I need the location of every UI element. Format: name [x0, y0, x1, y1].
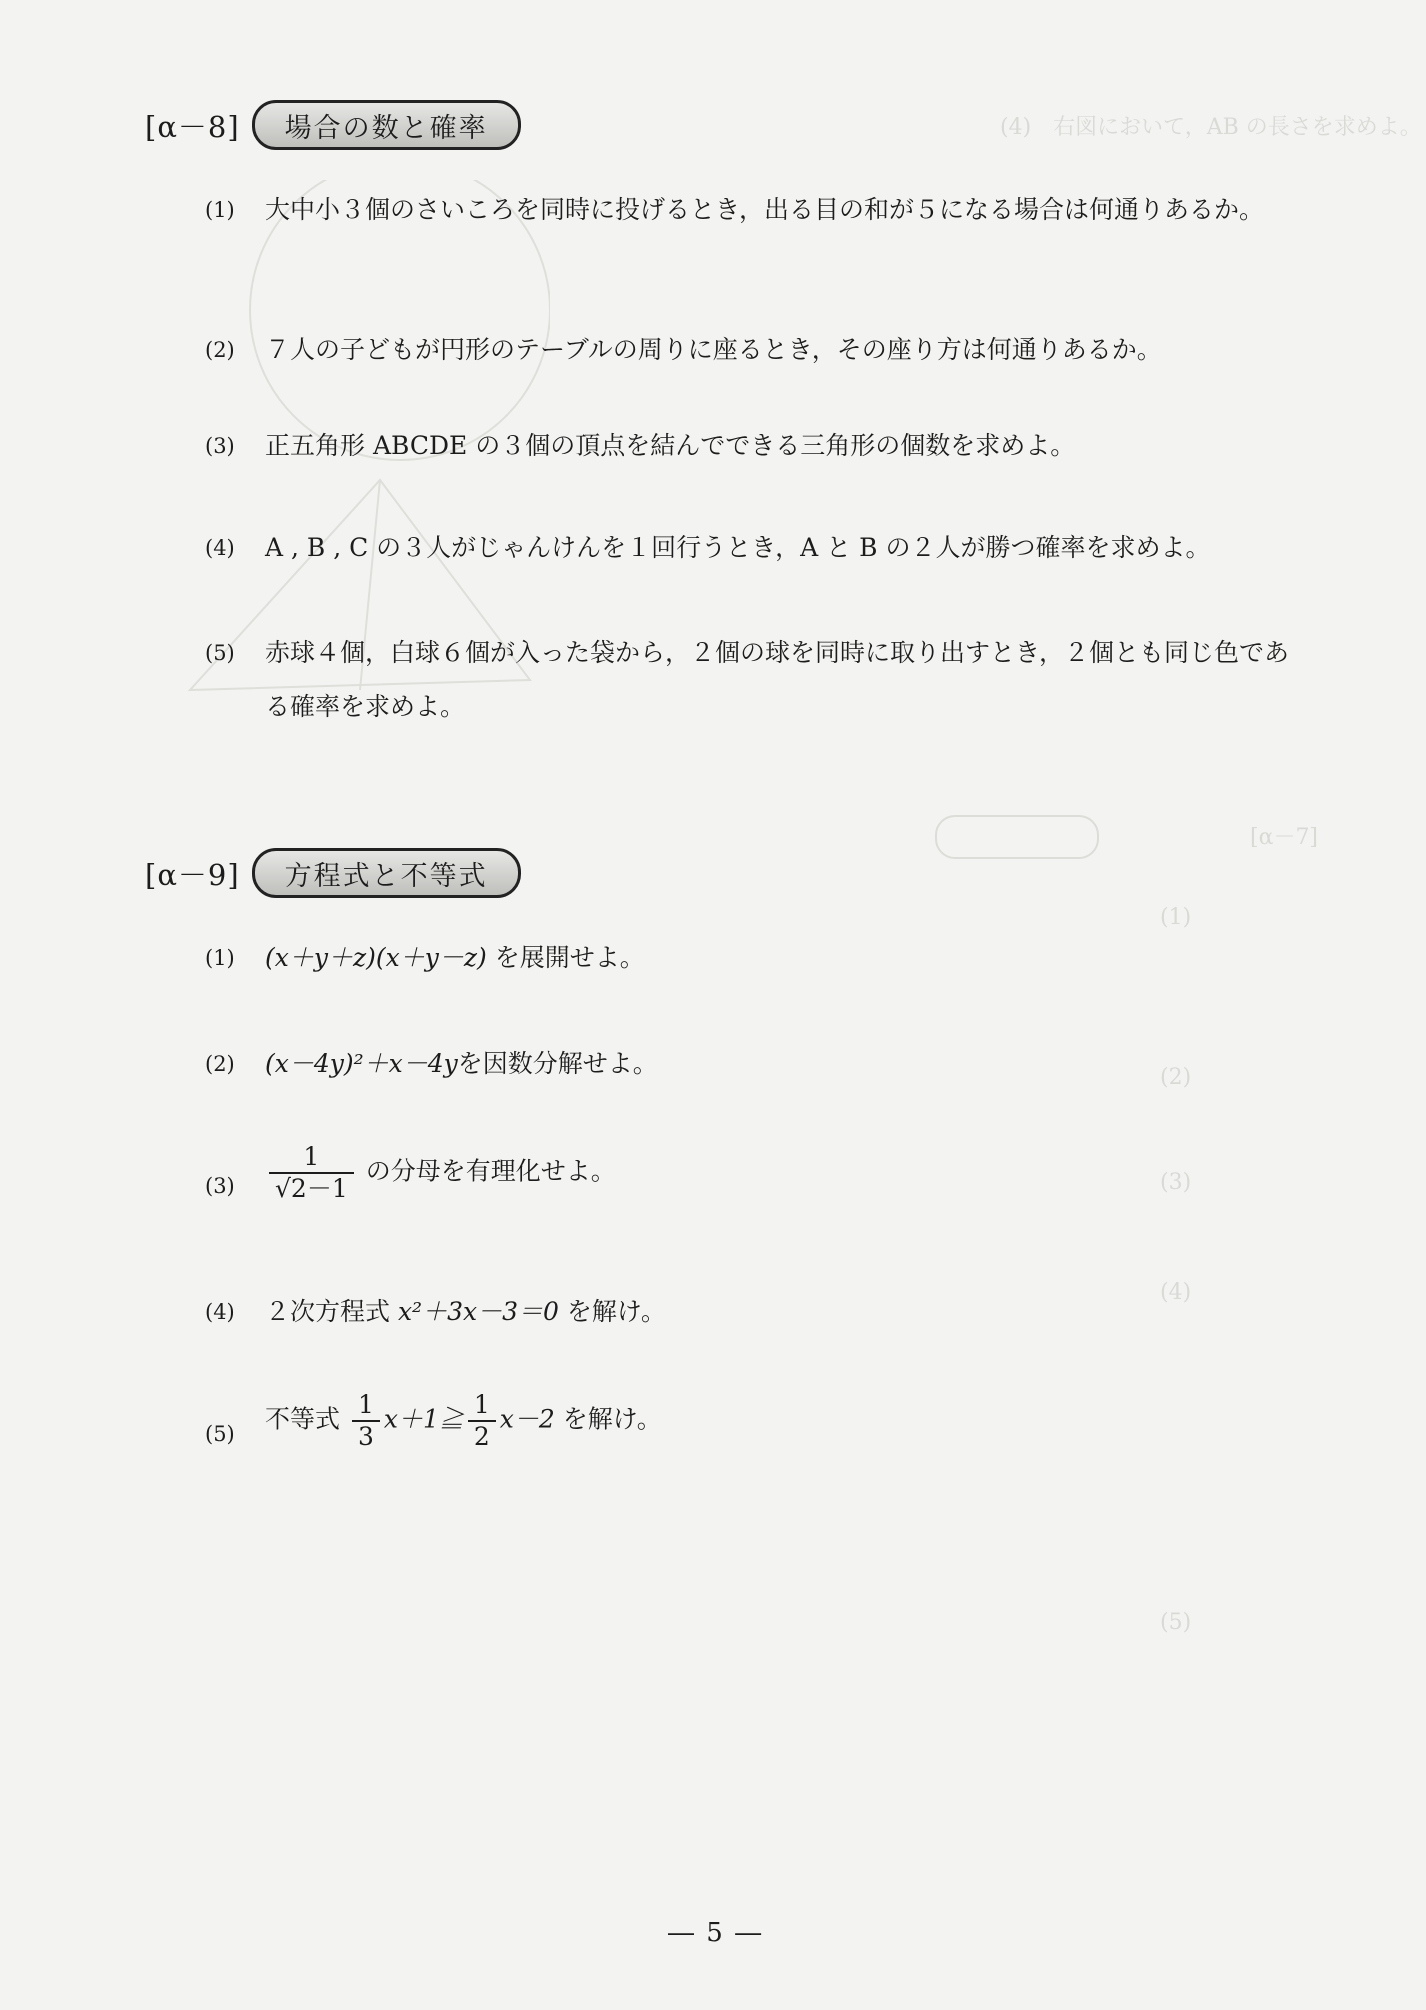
- problem-number: (2): [205, 338, 235, 362]
- problem-8-3: [205, 422, 1305, 472]
- problem-text: A , B , C の３人がじゃんけんを１回行うとき，A と B の２人が勝つ確率を求めよ。: [265, 533, 1211, 562]
- problem-9-5: [205, 1390, 1305, 1490]
- problem-number: (3): [205, 1174, 235, 1198]
- math-expression: (x－4y)²＋x－4y: [265, 1049, 458, 1078]
- problem-text: 赤球４個，白球６個が入った袋から，２個の球を同時に取り出すとき，２個とも同じ色である確率を求めよ。: [265, 638, 1290, 721]
- problem-text: [265, 1040, 1305, 1088]
- bleed-through-text: [α－7]: [1250, 825, 1319, 850]
- bleed-through-text: (3): [1160, 1170, 1192, 1195]
- problem-8-2: [205, 326, 1305, 376]
- problem-text: 正五角形 ABCDE の３個の頂点を結んでできる三角形の個数を求めよ。: [265, 431, 1076, 460]
- problem-instruction: を因数分解せよ。: [457, 1049, 658, 1078]
- page-number: ― 5 ―: [668, 1918, 764, 1948]
- section-header-8: [145, 100, 521, 150]
- fraction: [468, 1390, 496, 1452]
- problem-9-2: [205, 1040, 1305, 1090]
- problem-number: (4): [205, 1300, 235, 1324]
- problem-text: [265, 1288, 1305, 1336]
- fraction: [269, 1142, 354, 1204]
- fraction-denominator: 3: [357, 1422, 374, 1451]
- problem-instruction: を展開せよ。: [486, 943, 645, 972]
- section-number: [α－8]: [145, 109, 240, 144]
- problem-9-1: [205, 934, 1305, 984]
- problem-number: (5): [205, 641, 235, 665]
- math-expression: x－2: [499, 1404, 555, 1434]
- problem-number: (4): [205, 536, 235, 560]
- problem-prefix: 不等式: [265, 1404, 348, 1434]
- section-number: [α－9]: [145, 857, 240, 892]
- problem-number: (1): [205, 946, 235, 970]
- bleed-through-text: (1): [1160, 905, 1192, 930]
- problem-number: (5): [205, 1422, 235, 1446]
- bleed-through-text: (4): [1160, 1280, 1192, 1305]
- section-title: 場合の数と確率: [252, 100, 521, 150]
- fraction-numerator: 1: [468, 1390, 496, 1422]
- problem-instruction: を解け。: [554, 1404, 662, 1434]
- problem-number: (3): [205, 434, 235, 458]
- problem-8-1: [205, 186, 1305, 286]
- problem-8-5: [205, 626, 1305, 736]
- problem-8-4: [205, 524, 1305, 574]
- math-expression: (x＋y＋z)(x＋y－z): [265, 943, 487, 972]
- fraction-numerator: 1: [352, 1390, 380, 1422]
- bleed-through-text: (2): [1160, 1065, 1192, 1090]
- math-expression: x²＋3x－3＝0: [397, 1297, 559, 1326]
- problem-9-3: [205, 1142, 1305, 1232]
- fraction-denominator: 2: [473, 1422, 490, 1451]
- problem-text: [265, 1390, 1305, 1452]
- problem-number: (1): [205, 198, 235, 222]
- fraction: [352, 1390, 380, 1452]
- problem-text: 大中小３個のさいころを同時に投げるとき，出る目の和が５になる場合は何通りあるか。: [265, 195, 1265, 224]
- section-header-9: [145, 848, 521, 898]
- problem-prefix: ２次方程式: [265, 1297, 398, 1326]
- bleed-through-text: (5): [1160, 1610, 1192, 1635]
- problem-9-4: [205, 1288, 1305, 1338]
- math-expression: x＋1≧: [383, 1404, 464, 1434]
- problem-instruction: の分母を有理化せよ。: [357, 1156, 616, 1186]
- fraction-numerator: 1: [269, 1142, 354, 1174]
- problem-text: [265, 1142, 1305, 1204]
- problem-text: ７人の子どもが円形のテーブルの周りに座るとき，その座り方は何通りあるか。: [265, 335, 1162, 364]
- bleed-through-box: [935, 815, 1099, 859]
- problem-number: (2): [205, 1052, 235, 1076]
- problem-instruction: を解け。: [558, 1297, 666, 1326]
- problem-text: [265, 934, 1305, 982]
- bleed-through-text: (4) 右図において，AB の長さを求めよ。: [1000, 115, 1422, 140]
- section-title: 方程式と不等式: [252, 848, 521, 898]
- fraction-denominator: √2－1: [275, 1174, 348, 1203]
